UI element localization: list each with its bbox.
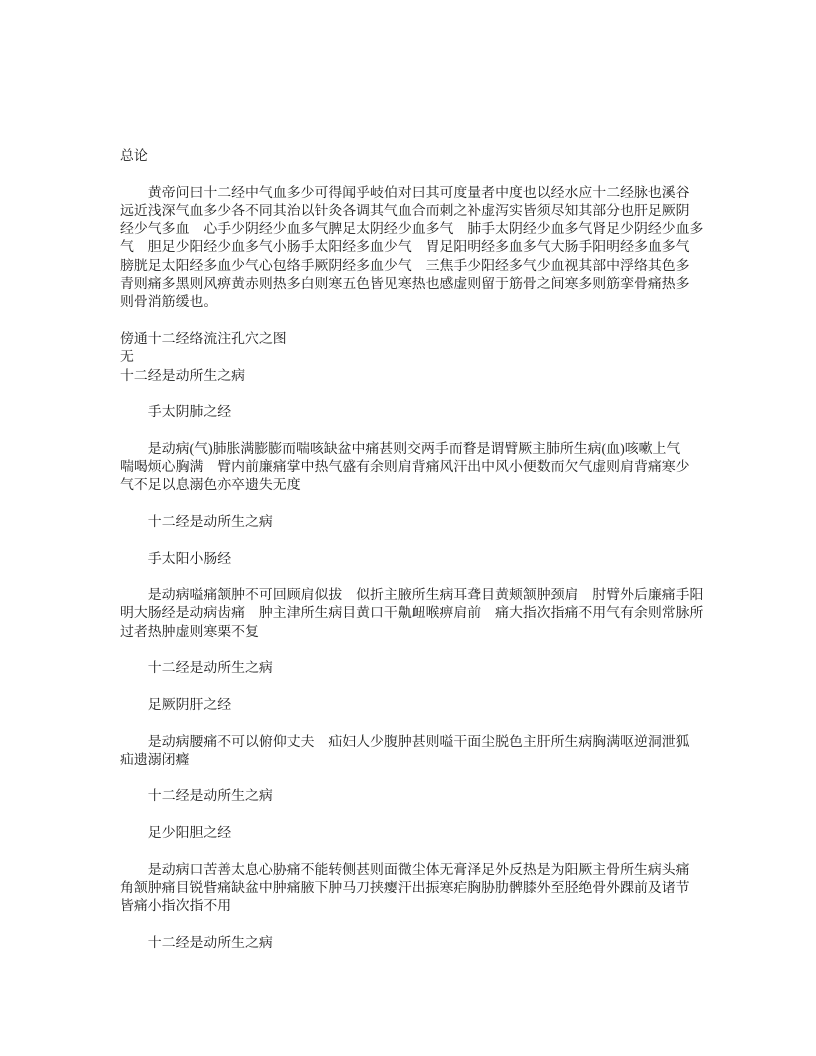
text-line: 明大肠经是动病齿痛 肿主津所生病目黄口干鼽衄喉痹肩前 痛大指次指痛不用气有余则常脉所 (120, 606, 704, 622)
text-line: 十二经是动所生之病 (147, 514, 273, 530)
text-line: 膀胱足太阳经多血少气心包络手厥阴经多血少气 三焦手少阳经多气少血视其部中浮络其色多 (120, 258, 690, 274)
text-line: 过者热肿虚则寒栗不复 (120, 624, 259, 640)
text-line: 远近浅深气血多少各不同其治以针灸各调其气血合而刺之补虚泻实皆须尽知其部分也肝足厥阴 (120, 203, 690, 219)
text-line: 十二经是动所生之病 (147, 789, 273, 805)
heading-block (120, 404, 698, 422)
paragraph-block (120, 441, 698, 496)
text-line: 角颔肿痛目锐眥痛缺盆中肿痛腋下肿马刀挟瘿汗出振寒疟胸胁肋髀膝外至胫绝骨外踝前及诸节 (120, 880, 690, 896)
document-content (120, 148, 704, 953)
text-line: 是动病嗌痛颔肿不可回顾肩似拔 似折主腋所生病耳聋目黄颊颔肿颈肩 肘臂外后廉痛手阳 (147, 588, 704, 604)
heading-block (120, 514, 698, 532)
text-line: 是动病口苦善太息心胁痛不能转侧甚则面微尘体无膏泽足外反热是为阳厥主骨所生病头痛 (147, 862, 690, 878)
text-line: 疝遗溺闭癃 (120, 752, 190, 768)
text-line: 足少阳胆之经 (147, 825, 232, 841)
text-line: 黄帝问曰十二经中气血多少可得闻乎岐伯对曰其可度量者中度也以经水应十二经脉也溪谷 (147, 185, 690, 201)
text-line: 是动病腰痛不可以俯仰丈夫 疝妇人少腹肿甚则嗌干面尘脱色主肝所生病胸满呕逆洞泄狐 (147, 734, 690, 750)
text-line: 是动病(气)肺胀满膨膨而喘咳缺盆中痛甚则交两手而瞀是谓臂厥主肺所生病(血)咳嗽上气 (147, 441, 681, 457)
heading-block (120, 825, 698, 843)
text-line: 喘喝烦心胸满 臂内前廉痛掌中热气盛有余则肩背痛风汗出中风小便数而欠气虚则肩背痛寒少 (120, 460, 690, 476)
heading-block (120, 551, 698, 569)
text-line: 足厥阴肝之经 (147, 697, 232, 713)
heading-block (120, 788, 698, 806)
text-line: 十二经是动所生之病 (120, 368, 246, 384)
heading-block (120, 660, 698, 678)
text-line: 十二经是动所生之病 (147, 661, 273, 677)
text-line: 手太阳小肠经 (147, 551, 232, 567)
paragraph-block (120, 587, 704, 642)
paragraph-block (120, 734, 698, 771)
text-line: 手太阴肺之经 (147, 405, 232, 421)
plain-group-block (120, 331, 698, 386)
heading-block (120, 935, 698, 953)
text-line: 经少气多血 心手少阴经少血多气脾足太阴经少血多气 肺手太阴经少血多气肾足少阴经少血多 (120, 222, 704, 238)
text-line: 无 (120, 350, 134, 366)
text-line: 傍通十二经络流注孔穴之图 (120, 331, 287, 347)
text-line: 气 胆足少阳经少血多气小肠手太阳经多血少气 胃足阳明经多血多气大肠手阳明经多血多气 (120, 240, 690, 256)
text-line: 十二经是动所生之病 (147, 935, 273, 951)
heading-block (120, 697, 698, 715)
paragraph-block (120, 862, 698, 917)
text-line: 总论 (120, 149, 148, 164)
text-line: 皆痛小指次指不用 (120, 899, 232, 915)
paragraph-block (120, 185, 704, 313)
text-line: 则骨消筋缓也。 (120, 295, 218, 311)
document-title-block (120, 148, 698, 166)
text-line: 青则痛多黑则风痹黄赤则热多白则寒五色皆见寒热也感虚则留于筋骨之间寒多则筋挛骨痛热多 (120, 277, 690, 293)
text-line: 气不足以息溺色亦卒遗失无度 (120, 478, 301, 494)
